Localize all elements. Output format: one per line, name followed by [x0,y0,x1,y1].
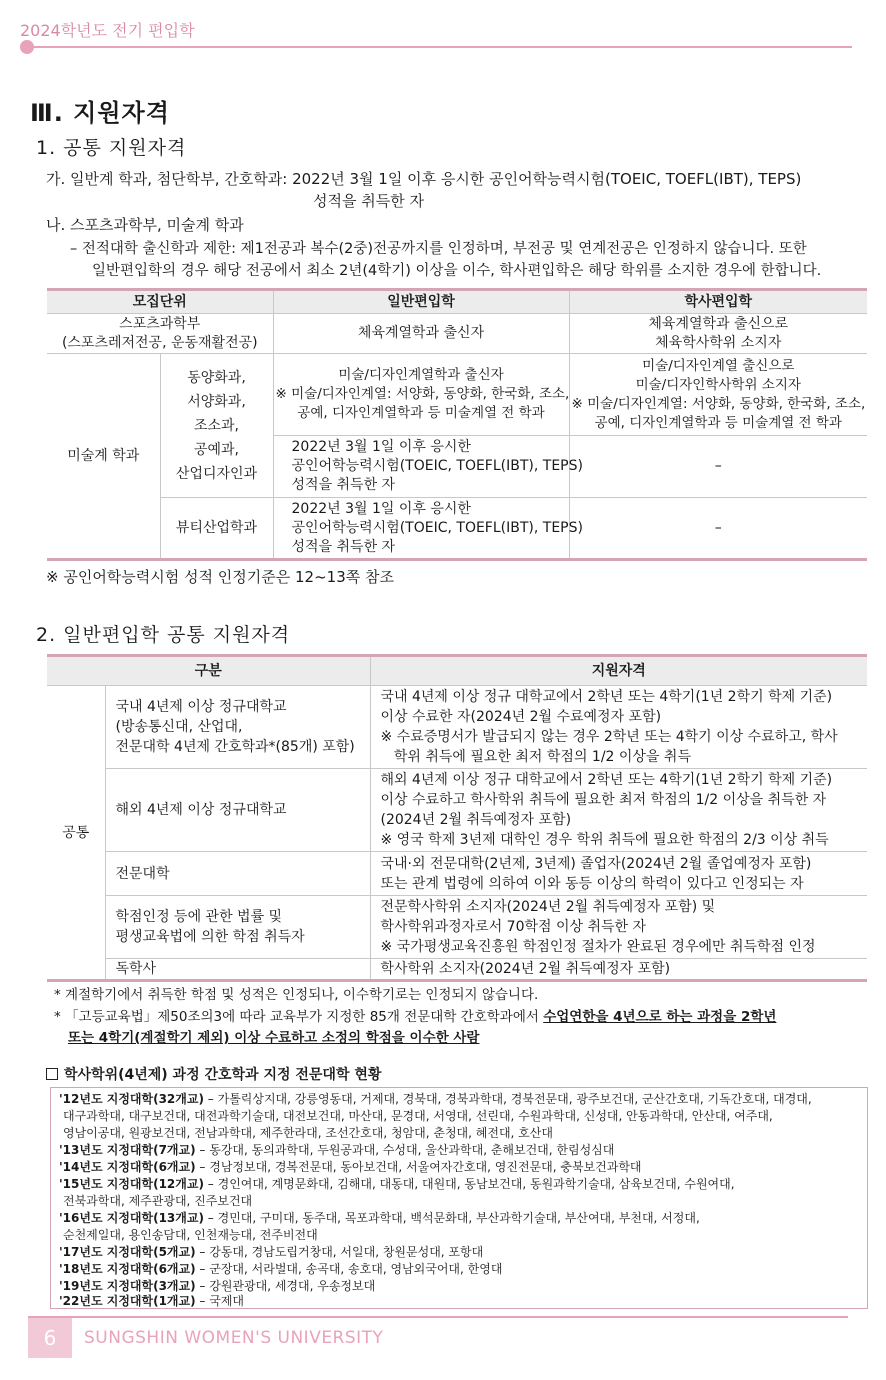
item-ga-text-cont: 성적을 취득한 자 [313,192,424,210]
note-nursing-text: * 「고등교육법」제50조의3에 따라 교육부가 지정한 85개 전문대학 간호학과에서 [54,1009,544,1025]
table-row [47,896,867,959]
art-bachelor-line: 미술/디자인학사학위 소지자 [635,376,801,393]
item-na-dash1: – 전적대학 출신학과 제한: 제1전공과 복수(2중)전공까지를 인정하며, 부전공 및 연계전공은 인정하지 않습니다. 또한 [70,241,807,257]
art-general-line: ※ 미술/디자인계열: 서양화, 동양화, 한국화, 조소, [275,386,570,402]
sports-unit-name: 스포츠과학부 [119,315,201,332]
subsection-title-common: 1. 공통 지원자격 [36,137,187,159]
section-title: Ⅲ. 지원자격 [30,99,170,127]
category-cell [105,686,370,769]
table-row [47,769,867,852]
lang-line: 2022년 3월 1일 이후 응시한 [291,500,471,517]
table-header-cell: 학사편입학 [569,290,867,314]
table-header-row [47,656,867,686]
requirement-cell [370,769,867,852]
table-row [47,959,867,981]
square-bullet-icon [46,1068,58,1080]
art-lang-bachelor: – [569,436,867,498]
category-line: (방송통신대, 산업대, [115,719,243,735]
note-nursing [54,1007,776,1028]
college-list-line: '19년도 지정대학(3개교) – 강원관광대, 세경대, 우송정보대 [59,1279,376,1293]
requirement-line: ※ 영국 학제 3년제 대학인 경우 학위 취득에 필요한 학점의 2/3 이상 취득 [380,832,829,848]
category-line: 전문대학 4년제 간호학과*(85개) 포함) [115,739,355,755]
college-list-line: '15년도 지정대학(12개교) – 경인여대, 계명문화대, 김해대, 대동대, 대원대, 동남보건대, 동원과학기술대, 삼육보건대, 수원여대, [59,1177,735,1191]
table-header-cell: 모집단위 [47,290,273,314]
item-na: 나. 스포츠과학부, 미술계 학과 [46,216,244,234]
lang-line: 성적을 취득한 자 [291,477,396,493]
category-cell: 독학사 [105,959,370,981]
beauty-lang-requirement [273,498,583,560]
sports-bachelor-line: 체육학사학위 소지자 [655,334,782,351]
art-bachelor-line: 미술/디자인계열 출신으로 [642,357,795,374]
lang-line: 성적을 취득한 자 [291,538,396,555]
beauty-bachelor: – [569,498,867,560]
requirement-line: 이상 수료하고 학사학위 취득에 필요한 최저 학점의 1/2 이상을 취득한 자 [380,792,827,808]
requirement-line: ※ 국가평생교육진흥원 학점인정 절차가 완료된 경우에만 취득학점 인정 [380,939,816,955]
art-dept: 서양화과, [187,393,246,410]
table-row [47,354,867,436]
art-general-line: 공예, 디자인계열학과 등 미술계열 전 학과 [297,405,545,421]
requirement-cell [370,686,867,769]
art-dept: 조소과, [193,417,240,434]
requirement-cell [370,896,867,959]
requirement-line: 학위 취득에 필요한 최저 학점의 1/2 이상을 취득 [380,749,691,765]
sports-unit-majors: (스포츠레저전공, 운동재활전공) [61,334,258,351]
note-seasonal: * 계절학기에서 취득한 학점 및 성적은 인정되나, 이수학기로는 인정되지 않습니다. [54,987,539,1003]
table-header-cell: 구분 [47,656,370,686]
beauty-dept: 뷰티산업학과 [160,498,273,560]
art-general-line: 미술/디자인계열학과 출신자 [338,367,504,383]
art-bachelor-line: 공예, 디자인계열학과 등 미술계열 전 학과 [594,414,842,431]
requirement-line: 국내·외 전문대학(2년제, 3년제) 졸업자(2024년 2월 졸업예정자 포함) [380,855,812,872]
page-number: 6 [28,1318,72,1358]
footer-university: SUNGSHIN WOMEN'S UNIVERSITY [84,1328,384,1348]
art-dept: 산업디자인과 [175,465,258,482]
category-cell: 전문대학 [105,852,370,896]
art-lang-requirement [273,436,583,498]
requirement-line: ※ 수료증명서가 발급되지 않는 경우 2학년 또는 4학기 이상 수료하고, 학사 [380,729,838,745]
art-departments [160,354,273,498]
table-row [47,852,867,896]
requirement-line: 해외 4년제 이상 정규 대학교에서 2학년 또는 4학기(1년 2학기 학제 기준) [380,772,833,788]
college-list-title [46,1064,381,1084]
college-list-line: '12년도 지정대학(32개교) – 가톨릭상지대, 강릉영동대, 거제대, 경북대, 경북과학대, 경북전문대, 광주보건대, 군산간호대, 기독간호대, 대경대, [59,1092,812,1106]
table-general-transfer [47,654,867,982]
table-header-cell: 일반편입학 [273,290,569,314]
note-nursing-cont [68,1028,479,1049]
table-row [47,498,867,560]
college-list-line: 전북과학대, 제주관광대, 진주보건대 [63,1194,253,1208]
art-dept: 공예과, [193,441,240,458]
requirement-line: (2024년 2월 취득예정자 포함) [380,812,572,828]
category-line: 평생교육법에 의한 학점 취득자 [115,929,305,945]
art-dept: 동양화과, [187,369,246,386]
note-nursing-emphasis: 수업연한을 4년으로 하는 과정을 2학년 [543,1009,777,1025]
header-title: 2024학년도 전기 편입학 [20,21,195,40]
college-list-line: 영남이공대, 원광보건대, 전남과학대, 제주한라대, 조선간호대, 청암대, 춘청대, 혜전대, 호산대 [63,1126,553,1140]
item-na-dash2: 일반편입학의 경우 해당 전공에서 최소 2년(4학기) 이상을 이수, 학사편입학은 해당 학위를 소지한 경우에 한합니다. [92,263,822,279]
item-ga-label: 가. 일반계 학과, 첨단학부, 간호학과: [46,170,293,188]
college-list-line: '22년도 지정대학(1개교) – 국제대 [59,1294,245,1308]
college-list-title-text: 학사학위(4년제) 과정 간호학과 지정 전문대학 현황 [64,1067,382,1083]
lang-line: 2022년 3월 1일 이후 응시한 [291,439,471,455]
item-ga [46,168,801,190]
group-common: 공통 [47,686,105,981]
table-common-qualification [47,288,867,561]
college-list-line: 순천제일대, 용인송담대, 인천재능대, 전주비전대 [63,1228,318,1242]
table-header-cell: 지원자격 [370,656,867,686]
requirement-line: 이상 수료한 자(2024년 2월 수료예정자 포함) [380,709,662,725]
item-ga-text: 2022년 3월 1일 이후 응시한 공인어학능력시험(TOEIC, TOEFL(IBT), TEPS) [292,170,802,188]
header-divider [28,46,852,48]
college-list-line: '16년도 지정대학(13개교) – 경민대, 구미대, 동주대, 목포과학대, 백석문화대, 부산과학기술대, 부산여대, 부천대, 서정대, [59,1211,700,1225]
table-header-row [47,290,867,314]
requirement-line: 학사학위과정자로서 70학점 이상 취득한 자 [380,919,647,935]
lang-line: 공인어학능력시험(TOEIC, TOEFL(IBT), TEPS) [291,519,583,536]
college-list-line: '17년도 지정대학(5개교) – 강동대, 경남도립거창대, 서일대, 창원문성대, 포항대 [59,1245,484,1259]
requirement-cell: 학사학위 소지자(2024년 2월 취득예정자 포함) [370,959,867,981]
sports-bachelor-line: 체육계열학과 출신으로 [648,315,789,332]
category-line: 국내 4년제 이상 정규대학교 [115,699,287,715]
college-list-line: '18년도 지정대학(6개교) – 군장대, 서라벌대, 송곡대, 송호대, 영남외국어대, 한영대 [59,1262,503,1276]
table-row [47,686,867,769]
subsection-title-general: 2. 일반편입학 공통 지원자격 [36,624,291,646]
sports-bachelor [569,314,867,354]
category-cell: 해외 4년제 이상 정규대학교 [105,769,370,852]
category-cell [105,896,370,959]
note-nursing-emphasis-cont: 또는 4학기(계절학기 제외) 이상 수료하고 소정의 학점을 이수한 사람 [68,1030,480,1046]
requirement-line: 또는 관계 법령에 의하여 이와 동등 이상의 학력이 있다고 인정되는 자 [380,875,804,892]
header-bullet [20,40,34,54]
art-general [273,354,569,436]
sports-general: 체육계열학과 출신자 [273,314,569,354]
requirement-cell [370,852,867,896]
sports-unit [47,314,273,354]
art-bachelor [569,354,867,436]
footer-divider [28,1316,848,1318]
note-language-criteria: ※ 공인어학능력시험 성적 인정기준은 12~13쪽 참조 [46,568,394,586]
table-row [47,314,867,354]
art-bachelor-line: ※ 미술/디자인계열: 서양화, 동양화, 한국화, 조소, [571,395,866,412]
category-line: 학점인정 등에 관한 법률 및 [115,909,283,925]
college-list-line: '14년도 지정대학(6개교) – 경남정보대, 경복전문대, 동아보건대, 서울여자간호대, 영진전문대, 충북보건과학대 [59,1160,642,1174]
college-list-line: 대구과학대, 대구보건대, 대전과학기술대, 대전보건대, 마산대, 문경대, 서영대, 선린대, 수원과학대, 신성대, 안동과학대, 안산대, 여주대, [63,1109,773,1123]
requirement-line: 국내 4년제 이상 정규 대학교에서 2학년 또는 4학기(1년 2학기 학제 기준) [380,689,833,705]
art-group: 미술계 학과 [47,354,160,560]
lang-line: 공인어학능력시험(TOEIC, TOEFL(IBT), TEPS) [291,458,583,474]
college-list-line: '13년도 지정대학(7개교) – 동강대, 동의과학대, 두원공과대, 수성대, 울산과학대, 춘해보건대, 한림성심대 [59,1143,615,1157]
college-list-box [50,1087,868,1309]
requirement-line: 전문학사학위 소지자(2024년 2월 취득예정자 포함) 및 [380,899,716,915]
